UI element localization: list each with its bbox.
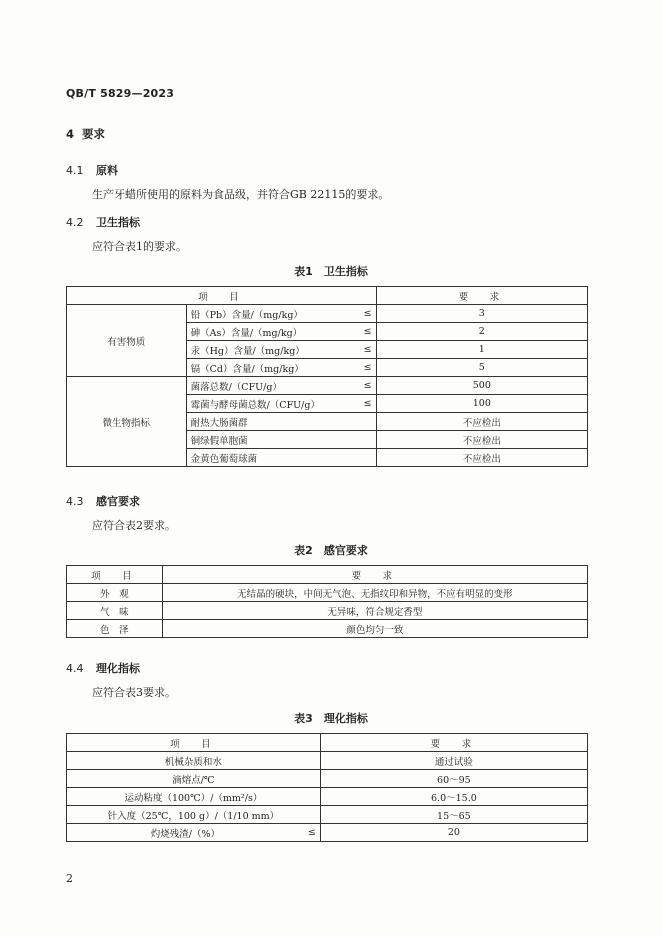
le-symbol: ≤ xyxy=(360,341,376,359)
table-row xyxy=(67,584,588,602)
row-value: 60～95 xyxy=(320,770,587,788)
row-name: 霉菌与酵母菌总数/（CFU/g） xyxy=(186,395,360,413)
group-harmful: 有害物质 xyxy=(67,305,187,377)
section-number: 4.2 xyxy=(66,216,84,229)
le-symbol: ≤ xyxy=(360,359,376,377)
col-item-header: 项 目 xyxy=(67,734,321,752)
section-number: 4 xyxy=(66,127,75,141)
section-title: 卫生指标 xyxy=(96,216,140,229)
section-4-2-heading xyxy=(66,214,140,230)
row-value: 通过试验 xyxy=(320,752,587,770)
row-name: 气 味 xyxy=(67,602,163,620)
row-value: 不应检出 xyxy=(376,449,587,467)
section-title: 要求 xyxy=(82,127,106,141)
row-name: 铅（Pb）含量/（mg/kg） xyxy=(186,305,360,323)
table-row xyxy=(67,752,588,770)
row-value: 5 xyxy=(376,359,587,377)
table-row xyxy=(67,788,588,806)
row-name: 针入度（25℃，100 g）/（1/10 mm） xyxy=(67,806,321,824)
section-4-3-text: 应符合表2要求。 xyxy=(92,519,176,532)
table-3 xyxy=(66,733,588,842)
section-4-4-heading xyxy=(66,660,140,676)
page-number: 2 xyxy=(66,872,73,885)
row-value: 3 xyxy=(376,305,587,323)
row-name: 金黄色葡萄球菌 xyxy=(186,449,376,467)
section-4-4-text: 应符合表3要求。 xyxy=(92,686,176,699)
row-value: 不应检出 xyxy=(376,431,587,449)
section-number: 4.1 xyxy=(66,164,84,177)
row-value: 100 xyxy=(376,395,587,413)
le-symbol: ≤ xyxy=(304,824,320,842)
table-row xyxy=(67,305,588,323)
row-value: 颜色均匀一致 xyxy=(162,620,587,638)
table-row xyxy=(67,377,588,395)
table-1-caption: 表1 卫生指标 xyxy=(294,265,368,278)
section-4-2-text: 应符合表1的要求。 xyxy=(92,240,187,253)
le-symbol: ≤ xyxy=(360,323,376,341)
row-value: 无异味，符合规定香型 xyxy=(162,602,587,620)
table-row xyxy=(67,806,588,824)
table-row xyxy=(67,824,588,842)
row-value: 500 xyxy=(376,377,587,395)
col-req-header: 要 求 xyxy=(320,734,587,752)
row-name: 运动粘度（100℃）/（mm²/s） xyxy=(67,788,321,806)
row-name: 灼烧残渣/（%） xyxy=(67,824,304,842)
le-symbol: ≤ xyxy=(360,377,376,395)
table-3-caption: 表3 理化指标 xyxy=(294,712,368,725)
col-item-header: 项 目 xyxy=(67,566,163,584)
row-value: 2 xyxy=(376,323,587,341)
table-2-caption: 表2 感官要求 xyxy=(294,544,368,557)
row-value: 6.0～15.0 xyxy=(320,788,587,806)
col-req-header: 要 求 xyxy=(162,566,587,584)
col-req-header: 要 求 xyxy=(376,287,587,305)
section-number: 4.3 xyxy=(66,495,84,508)
col-item-header: 项 目 xyxy=(67,287,377,305)
table-row xyxy=(67,770,588,788)
row-value: 无结晶的硬块，中间无气泡、无指纹印和异物，不应有明显的变形 xyxy=(162,584,587,602)
row-name: 镉（Cd）含量/（mg/kg） xyxy=(186,359,360,377)
section-4-heading xyxy=(66,126,105,142)
table-row xyxy=(67,602,588,620)
row-value: 1 xyxy=(376,341,587,359)
row-name: 铜绿假单胞菌 xyxy=(186,431,376,449)
group-microbial: 微生物指标 xyxy=(67,377,187,467)
table-header-row xyxy=(67,566,588,584)
row-name: 色 泽 xyxy=(67,620,163,638)
table-1 xyxy=(66,286,588,467)
section-4-3-heading xyxy=(66,493,140,509)
row-name: 耐热大肠菌群 xyxy=(186,413,376,431)
row-name: 汞（Hg）含量/（mg/kg） xyxy=(186,341,360,359)
row-name: 外 观 xyxy=(67,584,163,602)
row-name: 滴熔点/℃ xyxy=(67,770,321,788)
section-title: 原料 xyxy=(96,164,118,177)
row-name: 机械杂质和水 xyxy=(67,752,321,770)
section-title: 感官要求 xyxy=(96,495,140,508)
row-value: 不应检出 xyxy=(376,413,587,431)
section-number: 4.4 xyxy=(66,662,84,675)
table-header-row xyxy=(67,287,588,305)
section-4-1-heading xyxy=(66,162,118,178)
table-row xyxy=(67,620,588,638)
le-symbol: ≤ xyxy=(360,305,376,323)
row-name: 菌落总数/（CFU/g） xyxy=(186,377,360,395)
le-symbol: ≤ xyxy=(360,395,376,413)
table-header-row xyxy=(67,734,588,752)
row-value: 20 xyxy=(320,824,587,842)
row-value: 15～65 xyxy=(320,806,587,824)
table-2 xyxy=(66,565,588,638)
section-title: 理化指标 xyxy=(96,662,140,675)
standard-code: QB/T 5829—2023 xyxy=(66,87,175,100)
section-4-1-text: 生产牙蜡所使用的原料为食品级，并符合GB 22115的要求。 xyxy=(92,188,390,201)
row-name: 砷（As）含量/（mg/kg） xyxy=(186,323,360,341)
